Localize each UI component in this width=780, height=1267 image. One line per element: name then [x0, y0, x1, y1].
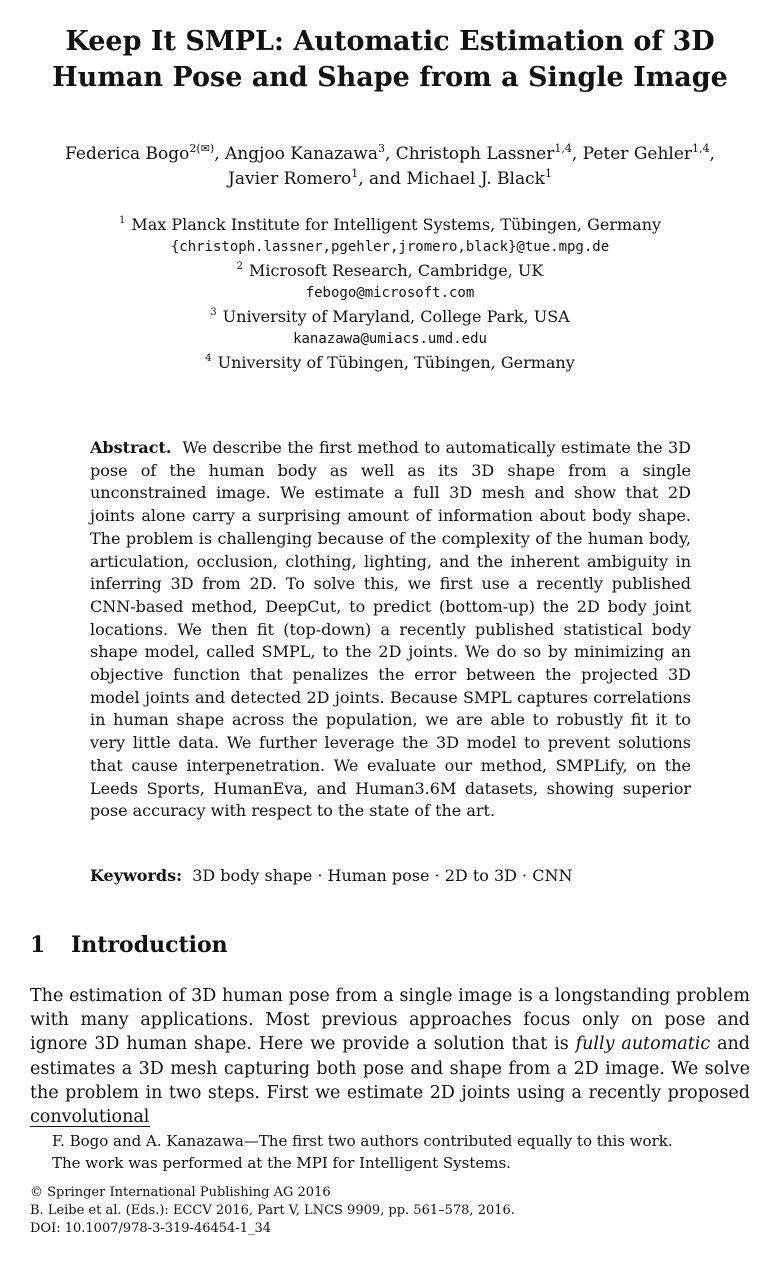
- footnote-line-1: F. Bogo and A. Kanazawa—The first two authors contributed equally to this work.: [52, 1132, 673, 1150]
- footnote-line-2: The work was performed at the MPI for Intelligent Systems.: [52, 1153, 511, 1172]
- abstract-label: Abstract.: [90, 438, 172, 457]
- keywords: [90, 865, 730, 887]
- author-name: Javier Romero: [228, 169, 352, 189]
- intro-text-part-1: The estimation of 3D human pose from a single image is a longstanding problem with many applications. Most previous approaches focus only on pose and ignore 3D human shape. Here we provide a solution that is: [30, 986, 750, 1055]
- author-separator: , and: [358, 169, 407, 189]
- affiliation-text: Microsoft Research, Cambridge, UK: [249, 261, 544, 280]
- affiliation-email: kanazawa@umiacs.umd.edu: [293, 331, 487, 347]
- copyright-block: [30, 1184, 750, 1238]
- abstract-paragraph: [90, 437, 691, 823]
- citation-line: B. Leibe et al. (Eds.): ECCV 2016, Part V, LNCS 9909, pp. 561–578, 2016.: [30, 1203, 515, 1218]
- author-affiliation-mark: 3: [377, 142, 385, 155]
- intro-emphasis: fully automatic: [575, 1034, 711, 1055]
- author-separator: ,: [214, 144, 226, 164]
- keywords-text: 3D body shape · Human pose · 2D to 3D · CNN: [192, 866, 573, 885]
- author-separator: ,: [709, 144, 715, 164]
- affiliation-number: 4: [205, 353, 212, 364]
- title-line-2: Human Pose and Shape from a Single Image: [52, 62, 728, 93]
- author-name: Federica Bogo: [65, 144, 190, 164]
- abstract-text: We describe the first method to automatically estimate the 3D pose of the human body as well as its 3D shape from a single unconstrained image. We estimate a full 3D mesh and show that 2D joints alone carry a surprising amount of information about body shape. The problem is challenging because of the complexity of the human body, articulation, occlusion, clothing, lighting, and the inherent ambiguity in inferring 3D from 2D. To solve this, we first use a recently published CNN-based method, DeepCut, to predict (bottom-up) the 2D body joint locations. We then fit (top-down) a recently published statistical body shape model, called SMPL, to the 2D joints. We do so by minimizing an objective function that penalizes the error between the projected 3D model joints and detected 2D joints. Because SMPL captures correlations in human shape across the population, we are able to robustly fit it to very little data. We further leverage the 3D model to prevent solutions that cause interpenetration. We evaluate our method, SMPLify, on the Leeds Sports, HumanEva, and Human3.6M datasets, showing superior pose accuracy with respect to the state of the art.: [90, 438, 691, 821]
- keywords-label: Keywords:: [90, 866, 183, 885]
- author-name: Michael J. Black: [406, 169, 545, 189]
- affiliation-number: 3: [210, 307, 217, 318]
- affiliation: [0, 213, 780, 236]
- paper-title: [0, 24, 780, 96]
- copyright-line: © Springer International Publishing AG 2016: [30, 1185, 331, 1200]
- footnote: [52, 1131, 752, 1174]
- doi-line: DOI: 10.1007/978-3-319-46454-1_34: [30, 1221, 272, 1236]
- author-affiliation-mark: 2(✉): [189, 142, 215, 155]
- affiliation: [0, 351, 780, 374]
- author-list: [0, 142, 780, 192]
- affiliation-list: [0, 213, 780, 374]
- affiliation-number: 1: [118, 215, 126, 226]
- intro-text-part-2: and estimates a 3D mesh capturing both pose and shape from a 2D image. We solve the problem in two steps. First we estimate 2D joints using a recently proposed convolutional: [30, 1034, 750, 1128]
- author-separator: ,: [571, 144, 583, 164]
- section-title: Introduction: [71, 932, 228, 958]
- affiliation-email: {christoph.lassner,pgehler,jromero,black}@tue.mpg.de: [170, 239, 610, 255]
- affiliation-email: febogo@microsoft.com: [305, 285, 475, 301]
- intro-paragraph: [30, 984, 750, 1129]
- affiliation-text: University of Tübingen, Tübingen, Germany: [217, 353, 575, 372]
- introduction-body: [30, 984, 750, 1129]
- footnote-rule: [30, 1126, 150, 1127]
- affiliation-text: University of Maryland, College Park, USA: [222, 307, 570, 326]
- author-affiliation-mark: 1: [544, 167, 552, 180]
- affiliation: [0, 259, 780, 282]
- author-name: Peter Gehler: [582, 144, 693, 164]
- author-affiliation-mark: 1,4: [692, 142, 710, 155]
- abstract: [90, 437, 691, 823]
- section-number: 1: [30, 932, 46, 958]
- section-heading: [30, 931, 750, 959]
- author-name: Christoph Lassner: [395, 144, 555, 164]
- author-affiliation-mark: 1: [351, 167, 359, 180]
- affiliation-text: Max Planck Institute for Intelligent Systems, Tübingen, Germany: [131, 215, 662, 234]
- author-separator: ,: [384, 144, 396, 164]
- author-affiliation-mark: 1,4: [554, 142, 572, 155]
- affiliation: [0, 305, 780, 328]
- author-line-2: [0, 167, 780, 192]
- author-line-1: [0, 142, 780, 167]
- title-line-1: Keep It SMPL: Automatic Estimation of 3D: [65, 26, 715, 57]
- affiliation-number: 2: [236, 261, 243, 272]
- author-name: Angjoo Kanazawa: [225, 144, 378, 164]
